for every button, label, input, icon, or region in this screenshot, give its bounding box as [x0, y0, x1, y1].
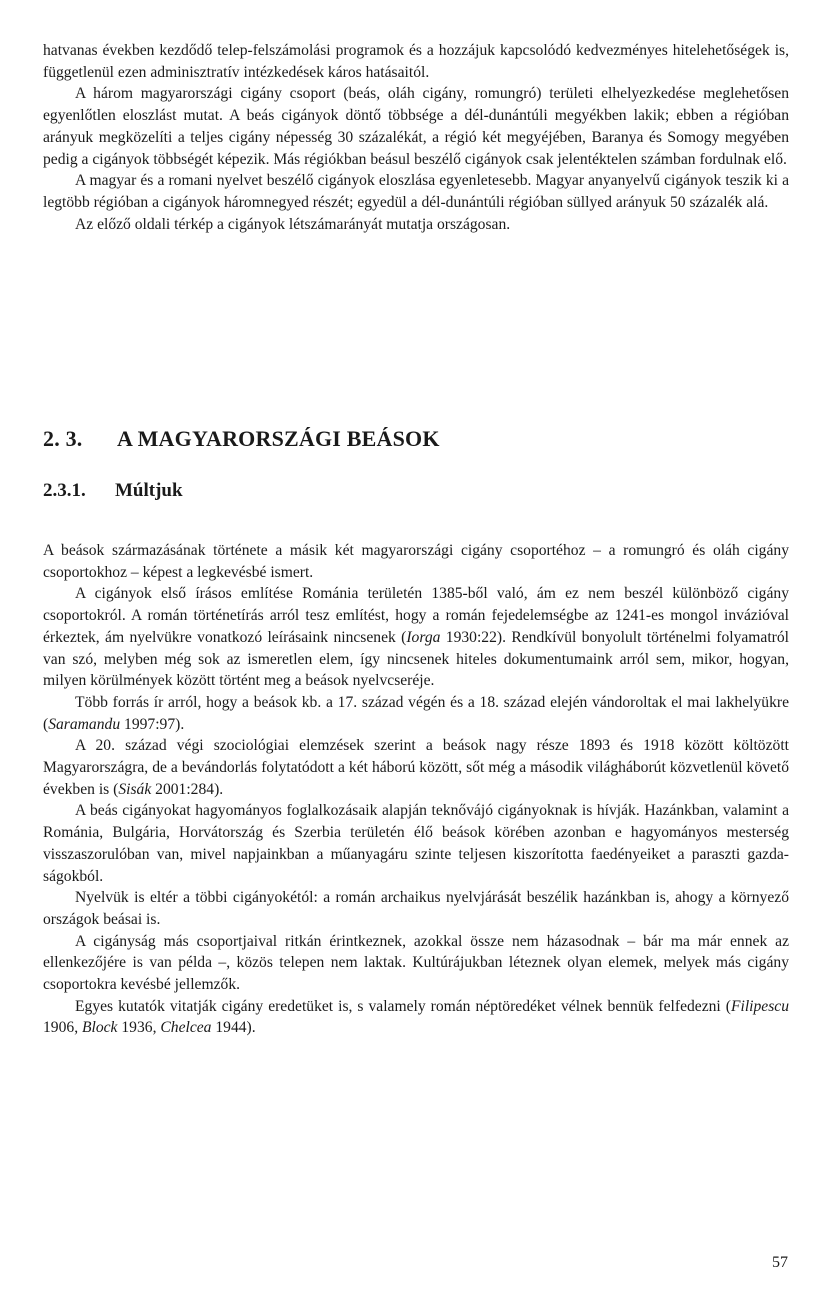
paragraph [43, 800, 789, 887]
text-run: 1930:22). Rendkívül bonyolult történelmi folyamatról van szó, melyben még sok az ismeretlen elem, így nincsenek hiteles dokumentumaink arról sem, mikor, hogyan, milyen körülmények között történt meg a beások nyelvcseréje. [43, 628, 789, 690]
paragraph [43, 931, 789, 996]
paragraph [43, 996, 789, 1039]
text-run: A 20. század végi szociológiai elemzések szerint a beások nagy része 1893 és 1918 között költözött Magyarországra, de a bevándorlás folytatódott a két háború között, sőt még a második világháborút közvetlenül követő években is ( [43, 737, 789, 798]
citation-author: Chelcea [160, 1019, 212, 1037]
subsection-heading [43, 480, 183, 502]
text-run: 2001:284). [151, 780, 224, 798]
text-run: A cigányság más csoportjaival ritkán érintkeznek, azokkal össze nem házasodnak – bár ma már ennek az ellenkezőjére is van példa –, közös telepen nem laktak. Kultúrájukban léteznek olyan elemek, melyek más cigány csoportokra kevésbé jellemzők. [43, 932, 789, 994]
paragraph [43, 583, 789, 692]
paragraph [43, 40, 789, 83]
subsection-number: 2.3.1. [43, 480, 86, 501]
section-title: A MAGYARORSZÁGI BEÁSOK [117, 426, 440, 451]
paragraph [43, 887, 789, 930]
text-run: hatvanas években kezdődő telep-felszámolási programok és a hozzájuk kapcsolódó kedvezményes hitelehetőségek is, függetlenül ezen adminisztratív intézkedések káros hatásaitól. [43, 42, 789, 81]
paragraph [43, 735, 789, 800]
paragraph [43, 692, 789, 735]
text-run: 1997:97). [120, 715, 185, 733]
page-number: 57 [772, 1254, 788, 1271]
paragraph [43, 170, 789, 213]
citation-author: Filipescu [730, 997, 789, 1015]
text-run: A magyar és a romani nyelvet beszélő cigányok eloszlása egyenletesebb. Magyar anyanyelvű cigányok teszik ki a legtöbb régióban a cigányok háromnegyed részét; egyedül a dél-dunántúli régióban süllyed arányuk 50 százalék alá. [43, 172, 789, 211]
text-run: A beások származásának története a másik két magyarországi cigány csoportéhoz – a romungró és oláh cigány csoportokhoz – képest a legkevésbé ismert. [43, 542, 789, 581]
citation-author: Sisák [118, 780, 152, 798]
text-run: Több forrás ír arról, hogy a beások kb. a 17. század végén és a 18. század elején vándoroltak el mai lakhelyükre ( [43, 693, 789, 733]
text-run: 1906, [43, 1019, 82, 1037]
text-run: Egyes kutatók vitatják cigány eredetüket is, s valamely román néptöredéket vélnek bennük felfedezni ( [75, 997, 731, 1015]
paragraph [43, 83, 789, 170]
text-run: 1944). [211, 1019, 256, 1037]
text-run: A beás cigányokat hagyományos foglalkozásaik alapján teknővájó cigányoknak is hívják. Hazánkban, valamint a Románia, Bulgária, Horvátország és Szerbia területén élő beások körében azonban e hagyományos mesterség visszaszorulóban van, mivel napjainkban a műanyagáru szinte teljesen kiszorította faedényeiket a paraszti gazdaságokból. [43, 802, 789, 885]
body-text [43, 540, 789, 1039]
section-number: 2. 3. [43, 426, 83, 451]
text-run: Az előző oldali térkép a cigányok létszámarányát mutatja országosan. [75, 215, 511, 233]
text-run: 1936, [117, 1019, 161, 1037]
paragraph [43, 214, 789, 236]
text-run: A cigányok első írásos említése Románia területén 1385-ből való, ám ez nem beszél különböző cigány csoportokról. A román történetírás arról tesz említést, hogy a román fejedelemségbe az 1241-es mongol invázióval érkeztek, ám nyelvükre vonatkozó leírásaink nincsenek ( [43, 585, 789, 646]
paragraph [43, 540, 789, 583]
citation-author: Block [81, 1019, 118, 1037]
text-run: Nyelvük is eltér a többi cigányokétól: a román archaikus nyelvjárását beszélik hazánkban is, ahogy a környező országok beásai is. [43, 889, 789, 928]
text-run: A három magyarországi cigány csoport (beás, oláh cigány, romungró) területi elhelyezkedése meglehetősen egyenlőtlen eloszlást mutat. A beás cigányok döntő többsége a dél-dunántúli megyékben lakik; ebben a régióban arányuk megközelíti a teljes cigány népesség 30 százalékát, a régió két megyéjében, Baranya és Somogy megyében pedig a cigányok többségét képezik. Más régiókban beásul beszélő cigányok csak jelentéktelen számban fordulnak elő. [43, 85, 789, 168]
citation-author: Saramandu [48, 715, 121, 733]
citation-author: Iorga [406, 628, 441, 646]
subsection-title: Múltjuk [115, 480, 183, 501]
intro-text [43, 40, 789, 235]
section-heading [43, 426, 440, 452]
